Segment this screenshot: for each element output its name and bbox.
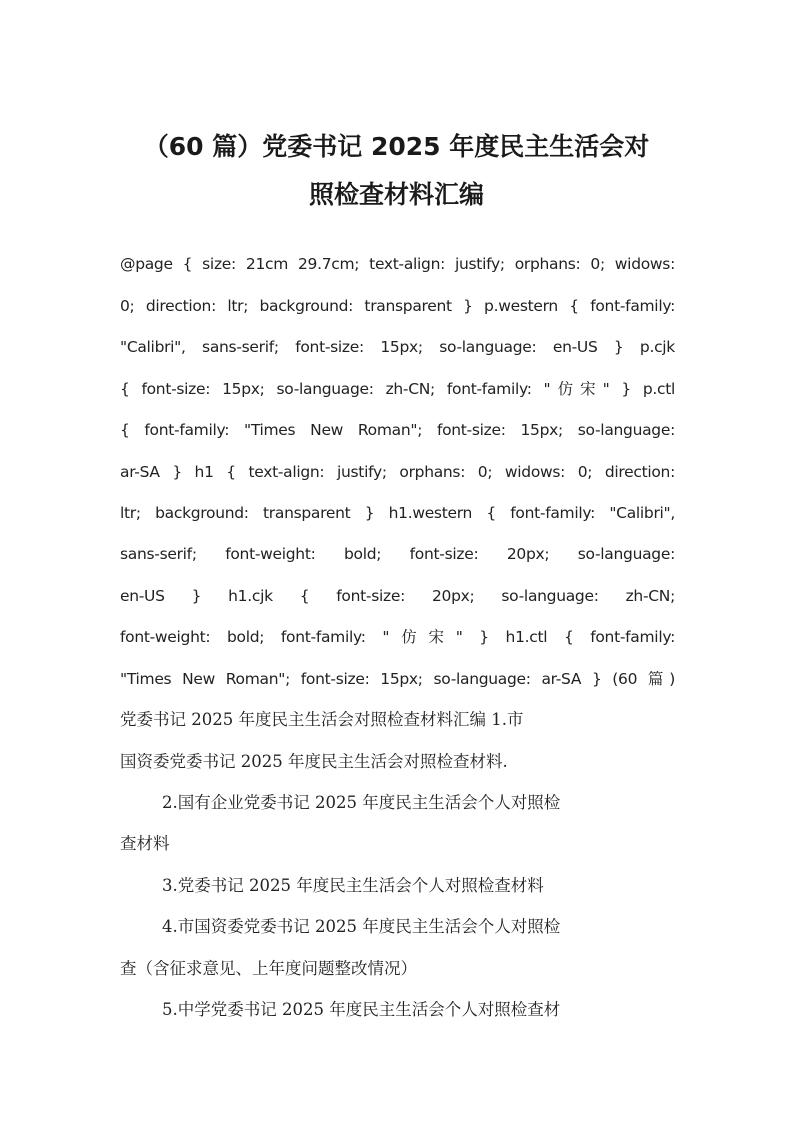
body-line-12: 党委书记 2025 年度民主生活会对照检查材料汇编 1.市 bbox=[120, 710, 524, 729]
list-item-4-continuation: 查（含征求意见、上年度问题整改情况） bbox=[120, 959, 417, 978]
list-item-2-continuation: 查材料 bbox=[120, 834, 170, 853]
body-line-1: @page { size: 21cm 29.7cm; text-align: justify; orphans: 0; widows: bbox=[120, 255, 675, 273]
body-line-11: "Times New Roman"; font-size: 15px; so-language: ar-SA } (60 篇) bbox=[120, 670, 675, 688]
body-line-4: { font-size: 15px; so-language: zh-CN; font-family: "仿宋" } p.ctl bbox=[120, 380, 675, 398]
list-item-5: 5.中学党委书记 2025 年度民主生活会个人对照检查材 bbox=[162, 1000, 561, 1019]
body-line-10: font-weight: bold; font-family: "仿宋" } h1.ctl { font-family: bbox=[120, 628, 675, 646]
body-line-8: sans-serif; font-weight: bold; font-size: 20px; so-language: bbox=[120, 545, 675, 563]
body-line-13: 国资委党委书记 2025 年度民主生活会对照检查材料. bbox=[120, 752, 508, 771]
body-line-2: 0; direction: ltr; background: transparent } p.western { font-family: bbox=[120, 297, 675, 315]
document-title-line-2: 照检查材料汇编 bbox=[308, 180, 484, 209]
list-item-4: 4.市国资委党委书记 2025 年度民主生活会个人对照检 bbox=[162, 917, 561, 936]
list-item-2: 2.国有企业党委书记 2025 年度民主生活会个人对照检 bbox=[162, 793, 561, 812]
document-title-line-1: （60 篇）党委书记 2025 年度民主生活会对 bbox=[143, 132, 650, 161]
body-line-6: ar-SA } h1 { text-align: justify; orphans: 0; widows: 0; direction: bbox=[120, 463, 675, 481]
body-line-5: { font-family: "Times New Roman"; font-size: 15px; so-language: bbox=[120, 421, 675, 439]
body-line-9: en-US } h1.cjk { font-size: 20px; so-language: zh-CN; bbox=[120, 587, 675, 605]
body-line-3: "Calibri", sans-serif; font-size: 15px; so-language: en-US } p.cjk bbox=[120, 338, 675, 356]
body-line-7: ltr; background: transparent } h1.western { font-family: "Calibri", bbox=[120, 504, 675, 522]
list-item-3: 3.党委书记 2025 年度民主生活会个人对照检查材料 bbox=[162, 876, 544, 895]
